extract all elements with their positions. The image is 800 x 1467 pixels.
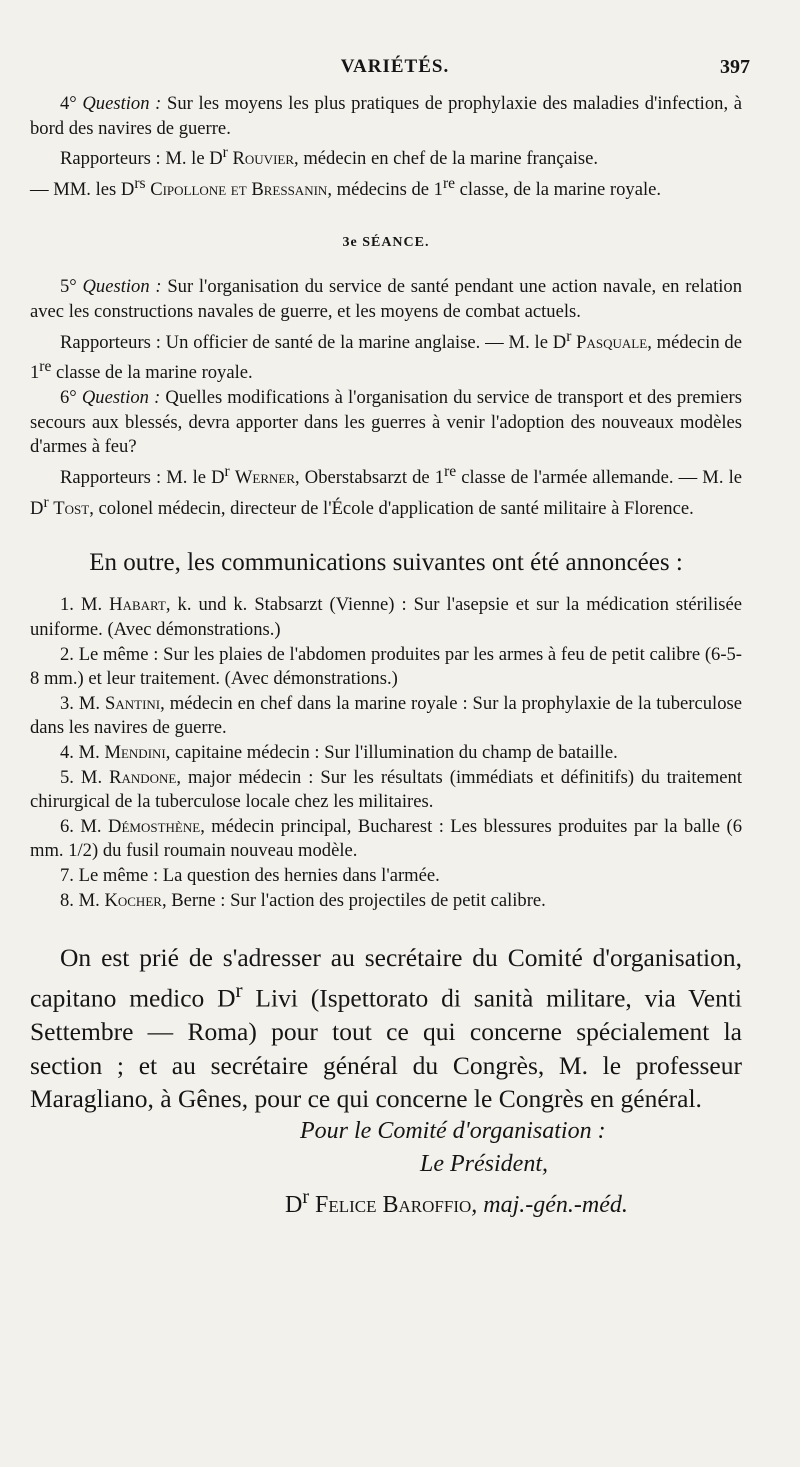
- item-text: , médecin en chef dans la marine royale : Sur la prophylaxie de la tuberculose dans les navires de guerre.: [30, 692, 743, 739]
- signature-text: Le Président,: [420, 1151, 548, 1178]
- rapporteurs-4b: [30, 172, 742, 203]
- item-prefix: M.: [73, 594, 110, 616]
- item-prefix: M.: [73, 692, 106, 714]
- question-5: [30, 275, 742, 324]
- closing-text: On est prié de s'adresser au secrétaire du Comité d'organisation, capitano medico D: [30, 943, 742, 1013]
- question-text: Sur l'organisation du service de santé pendant une action navale, en relation avec les constructions navales de guerre, et les moyens de combat actuels.: [30, 276, 743, 322]
- item-number: 7.: [60, 864, 74, 886]
- person-name: Kocher: [104, 889, 162, 911]
- item-text: Le même : Sur les plaies de l'abdomen produites par les armes à feu de petit calibre (6-5-8 mm.) et leur traitement. (Avec démonstrations.): [30, 643, 742, 690]
- section-title: VARIÉTÉS.: [340, 56, 450, 77]
- running-header: [40, 56, 750, 86]
- signature-line-committee: [30, 1115, 742, 1148]
- superscript: re: [39, 358, 52, 376]
- person-name: Werner: [234, 467, 295, 489]
- list-item: [30, 766, 742, 815]
- question-text: Quelles modifications à l'organisation du service de transport et des premiers secours aux blessés, devra apporter dans les guerres à venir l'adoption des nouveaux modèles d'armes à feu?: [30, 387, 742, 458]
- item-number: 8.: [60, 889, 74, 911]
- item-prefix: M.: [73, 766, 110, 788]
- rap-text: , médecins de 1: [327, 179, 443, 201]
- page-number: 397: [720, 56, 750, 78]
- item-number: 2.: [60, 643, 74, 665]
- signature-line-president: [30, 1148, 742, 1181]
- item-text: , capitaine médecin : Sur l'illumination du champ de bataille.: [165, 742, 618, 763]
- superscript: r: [224, 462, 230, 480]
- item-number: 5.: [60, 766, 74, 788]
- item-prefix: M.: [73, 742, 105, 763]
- superscript: r: [566, 327, 572, 345]
- item-number: 1.: [60, 594, 74, 616]
- closing-paragraph: [30, 941, 742, 1115]
- signature-line-name: [30, 1181, 742, 1222]
- superscript: r: [235, 978, 243, 1003]
- question-number: 4°: [60, 93, 77, 114]
- item-text: , k. und k. Stabsarzt (Vienne) : Sur l'asepsie et sur la médication stérilisée uniforme. (Avec démonstrations.): [30, 594, 742, 641]
- rapporteurs-4: [30, 141, 742, 172]
- rap-text: classe, de la marine royale.: [455, 179, 662, 201]
- item-prefix: M.: [73, 889, 105, 911]
- signature-text: Pour le Comité d'organisation :: [300, 1118, 606, 1145]
- communications-list: [30, 593, 742, 913]
- item-number: 4.: [60, 742, 74, 763]
- person-name: Felice Baroffio: [315, 1192, 472, 1219]
- superscript: r: [43, 493, 49, 511]
- person-name: Cipollone et Bressanin: [150, 179, 328, 201]
- superscript: re: [442, 174, 456, 192]
- rapporteurs-6: [30, 460, 742, 522]
- list-item: [30, 593, 742, 642]
- rap-text: Rapporteurs : Un officier de santé de la marine anglaise. — M. le D: [60, 331, 567, 353]
- rap-text: Rapporteurs : M. le D: [60, 467, 225, 489]
- item-text: , Berne : Sur l'action des projectiles de petit calibre.: [161, 889, 546, 911]
- superscript: r: [302, 1186, 310, 1209]
- list-item: [30, 864, 742, 889]
- rap-text: classe de la marine royale.: [51, 362, 253, 384]
- list-item: [30, 741, 742, 766]
- question-label: Question :: [81, 387, 161, 409]
- signature-text: D: [285, 1192, 303, 1219]
- superscript: re: [444, 462, 457, 480]
- superscript: rs: [134, 174, 146, 192]
- item-number: 6.: [60, 815, 74, 837]
- person-name: Pasquale: [576, 331, 648, 353]
- page-body: [30, 92, 742, 1222]
- rap-text: Rapporteurs : M. le D: [60, 148, 223, 170]
- person-name: Habart: [109, 594, 166, 616]
- question-text: Sur les moyens les plus pratiques de prophylaxie des maladies d'infection, à bord des navires de guerre.: [30, 93, 742, 139]
- rap-text: , Oberstabsarzt de 1: [295, 467, 445, 489]
- item-text: , major médecin : Sur les résultats (immédiats et définitifs) du traitement chirurgical de la tuberculose locale chez les militaires.: [30, 766, 743, 813]
- list-item: [30, 643, 742, 692]
- list-item: [30, 815, 742, 864]
- rap-text: classe de l'armée allemande. — M. le D: [30, 467, 743, 519]
- rap-text: — MM. les D: [30, 179, 135, 201]
- list-item: [30, 889, 742, 914]
- person-name: Mendini: [104, 742, 166, 763]
- question-label: Question :: [82, 276, 162, 298]
- question-label: Question :: [82, 93, 162, 114]
- closing-text: Livi (Ispettorato di sanità militare, via Venti Settembre — Roma) pour tout ce qui concerne spécialement la section ; et au secrétaire général du Congrès, M. le professeur Maragliano, à Gênes, pour ce qui concerne le Congrès en général.: [30, 983, 742, 1113]
- item-number: 3.: [60, 692, 74, 714]
- person-name: Tost: [53, 497, 90, 519]
- item-text: , médecin principal, Bucharest : Les blessures produites par la balle (6 mm. 1/2) du fusil roumain nouveau modèle.: [30, 815, 742, 862]
- rapporteurs-5: [30, 325, 742, 387]
- item-prefix: M.: [73, 815, 109, 837]
- seance-heading: 3e SÉANCE.: [342, 234, 430, 250]
- person-name: Rouvier: [232, 148, 295, 170]
- person-name: Santini: [105, 692, 161, 714]
- list-item: [30, 692, 742, 741]
- rap-text: , colonel médecin, directeur de l'École d'application de santé militaire à Florence.: [89, 497, 694, 519]
- signature-title: , maj.-gén.-méd.: [471, 1192, 628, 1219]
- superscript: r: [222, 144, 228, 162]
- communications-heading: En outre, les communications suivantes ont été annoncées :: [89, 549, 683, 577]
- question-6: [30, 386, 742, 460]
- question-number: 5°: [60, 276, 77, 298]
- person-name: Randone: [109, 766, 177, 788]
- rap-text: , médecin de 1: [30, 331, 742, 384]
- rap-text: , médecin en chef de la marine française.: [294, 148, 599, 170]
- question-number: 6°: [60, 387, 77, 409]
- person-name: Démosthène: [108, 815, 201, 837]
- item-text: Le même : La question des hernies dans l'armée.: [78, 864, 440, 886]
- signature-block: [30, 1115, 742, 1222]
- question-4: [30, 92, 742, 141]
